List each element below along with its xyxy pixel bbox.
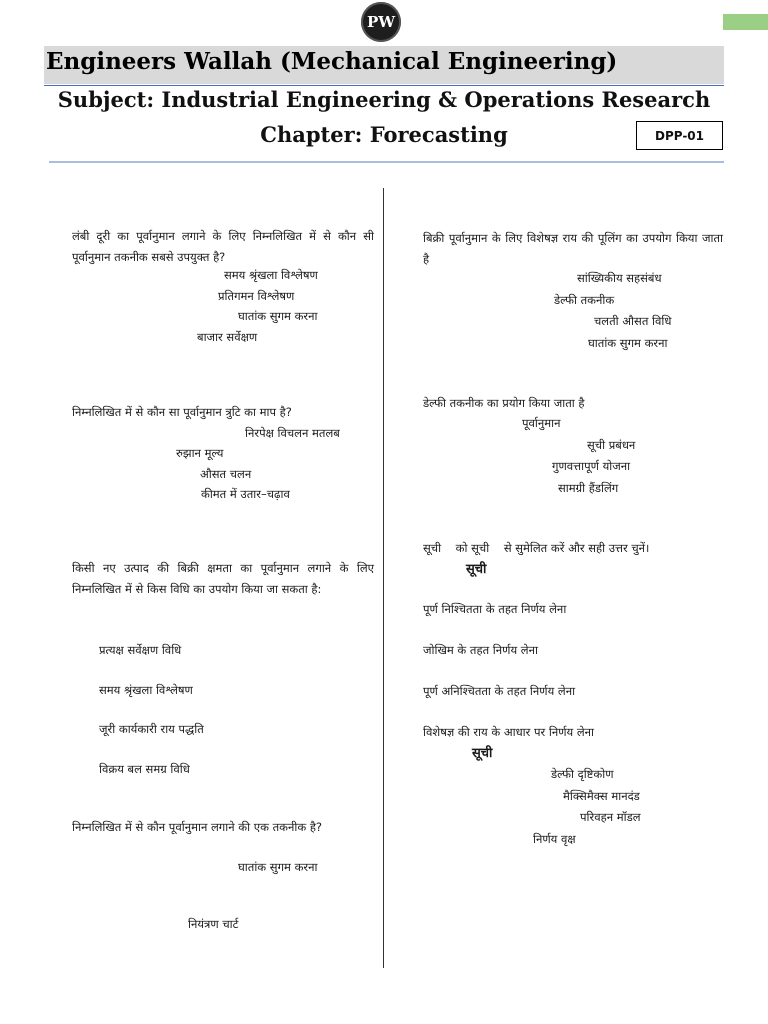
question-3-text: किसी नए उत्पाद की बिक्री क्षमता का पूर्वानुमान लगाने के लिए निम्नलिखित में से किस विधि का उपयोग किया जा सकता है: bbox=[72, 561, 374, 596]
question-1-text: लंबी दूरी का पूर्वानुमान लगाने के लिए निम्नलिखित में से कौन सी पूर्वानुमान तकनीक सबसे उपयुक्त है? bbox=[72, 229, 374, 264]
question-2-text: निम्नलिखित में से कौन सा पूर्वानुमान त्रुटि का माप है? bbox=[72, 405, 292, 419]
dpp-badge: DPP-01 bbox=[636, 121, 723, 150]
corner-tab bbox=[723, 14, 768, 30]
q6-option-c: गुणवत्तापूर्ण योजना bbox=[552, 459, 631, 473]
q4-option-b: नियंत्रण चार्ट bbox=[188, 917, 239, 931]
question-5-text: बिक्री पूर्वानुमान के लिए विशेषज्ञ राय की पूलिंग का उपयोग किया जाता है bbox=[423, 231, 723, 266]
divider bbox=[49, 161, 724, 163]
divider bbox=[44, 85, 724, 86]
list-2-item-1: डेल्फी दृष्टिकोण bbox=[551, 767, 614, 781]
q1-option-d: बाजार सर्वेक्षण bbox=[197, 330, 258, 344]
q4-option-a: घातांक सुगम करना bbox=[238, 860, 318, 874]
q2-option-c: औसत चलन bbox=[200, 467, 252, 481]
q1-option-b: प्रतिगमन विश्लेषण bbox=[218, 289, 295, 303]
question-6-text: डेल्फी तकनीक का प्रयोग किया जाता है bbox=[423, 396, 585, 410]
list-2-item-4: निर्णय वृक्ष bbox=[533, 832, 576, 846]
q6-option-a: पूर्वानुमान bbox=[522, 416, 561, 430]
list-1-item-c: पूर्ण अनिश्चितता के तहत निर्णय लेना bbox=[423, 684, 576, 698]
q2-option-d: कीमत में उतार–चढ़ाव bbox=[201, 487, 290, 501]
q1-option-a: समय श्रृंखला विश्लेषण bbox=[224, 268, 318, 282]
q3-option-b: समय श्रृंखला विश्लेषण bbox=[99, 683, 193, 697]
list-1-heading: सूची bbox=[466, 562, 487, 577]
question-7-text: सूची को सूची से सुमेलित करें और सही उत्तर चुनें। bbox=[423, 541, 650, 555]
subject-heading: Subject: Industrial Engineering & Operations Research bbox=[57, 87, 711, 112]
list-2-item-2: मैक्सिमैक्स मानदंड bbox=[563, 789, 640, 803]
column-divider bbox=[383, 188, 384, 968]
q2-option-a: निरपेक्ष विचलन मतलब bbox=[245, 426, 340, 440]
logo-text: PW bbox=[366, 13, 396, 31]
list-2-item-3: परिवहन मॉडल bbox=[580, 810, 641, 824]
q5-option-d: घातांक सुगम करना bbox=[588, 336, 668, 350]
q5-option-b: डेल्फी तकनीक bbox=[554, 293, 615, 307]
list-2-heading: सूची bbox=[472, 746, 493, 761]
q3-option-a: प्रत्यक्ष सर्वेक्षण विधि bbox=[99, 643, 182, 657]
chapter-heading: Chapter: Forecasting bbox=[260, 122, 508, 147]
question-4-text: निम्नलिखित में से कौन पूर्वानुमान लगाने की एक तकनीक है? bbox=[72, 820, 323, 834]
list-1-item-a: पूर्ण निश्चितता के तहत निर्णय लेना bbox=[423, 602, 567, 616]
q5-option-a: सांख्यिकीय सहसंबंध bbox=[577, 271, 662, 285]
q5-option-c: चलती औसत विधि bbox=[594, 314, 672, 328]
q6-option-b: सूची प्रबंधन bbox=[587, 438, 636, 452]
pw-logo bbox=[361, 2, 401, 42]
q3-option-d: विक्रय बल समग्र विधि bbox=[99, 762, 190, 776]
q3-option-c: जूरी कार्यकारी राय पद्धति bbox=[99, 722, 204, 736]
list-1-item-b: जोखिम के तहत निर्णय लेना bbox=[423, 643, 538, 657]
q6-option-d: सामग्री हैंडलिंग bbox=[558, 481, 619, 495]
list-1-item-d: विशेषज्ञ की राय के आधार पर निर्णय लेना bbox=[423, 725, 595, 739]
q2-option-b: रुझान मूल्य bbox=[176, 446, 224, 460]
q1-option-c: घातांक सुगम करना bbox=[238, 309, 318, 323]
title-bar bbox=[44, 46, 724, 84]
page-title: Engineers Wallah (Mechanical Engineering) bbox=[46, 48, 618, 75]
